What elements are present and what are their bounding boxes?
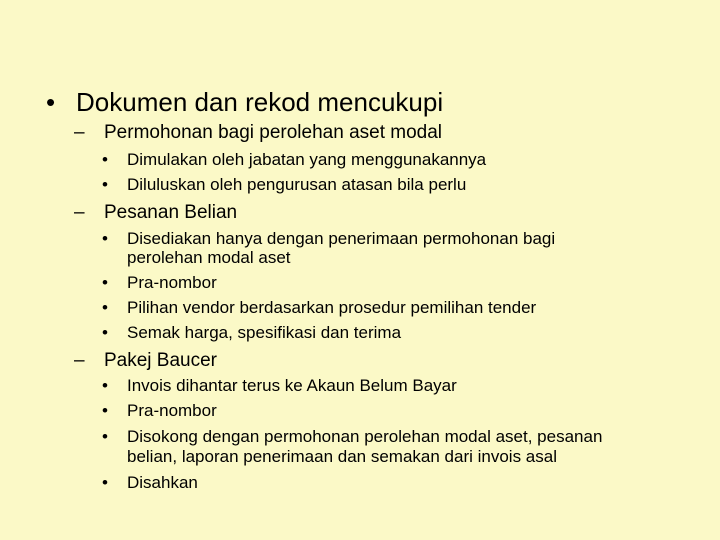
- dash-icon: –: [74, 350, 85, 371]
- list-item-text: Disediakan hanya dengan penerimaan permohonan bagi: [127, 229, 556, 248]
- list-item-text: Dimulakan oleh jabatan yang menggunakannya: [127, 150, 487, 169]
- bullet-icon: •: [102, 427, 108, 446]
- section-heading-text: Pakej Baucer: [104, 350, 218, 371]
- dash-icon: –: [74, 122, 85, 143]
- bullet-icon: •: [102, 175, 108, 194]
- list-item-text: belian, laporan penerimaan dan semakan dari invois asal: [127, 447, 557, 466]
- list-item-text: Invois dihantar terus ke Akaun Belum Bayar: [127, 376, 457, 395]
- bullet-icon: •: [102, 298, 108, 317]
- list-item-text: Disokong dengan permohonan perolehan modal aset, pesanan: [127, 427, 603, 446]
- list-item-text: Pra-nombor: [127, 273, 217, 292]
- bullet-icon: •: [102, 229, 108, 248]
- list-item-text: Disahkan: [127, 473, 198, 492]
- bullet-icon: •: [102, 376, 108, 395]
- section-heading-text: Pesanan Belian: [104, 202, 238, 223]
- section-heading-text: Permohonan bagi perolehan aset modal: [104, 122, 443, 143]
- dash-icon: –: [74, 202, 85, 223]
- list-item-text: Diluluskan oleh pengurusan atasan bila perlu: [127, 175, 467, 194]
- bullet-icon: •: [102, 150, 108, 169]
- main-bullet-text: Dokumen dan rekod mencukupi: [76, 87, 444, 117]
- list-item-text: Pilihan vendor berdasarkan prosedur pemilihan tender: [127, 298, 537, 317]
- bullet-icon: •: [102, 473, 108, 492]
- list-item-text: perolehan modal aset: [127, 248, 291, 267]
- bullet-icon: •: [46, 87, 56, 117]
- bullet-icon: •: [102, 273, 108, 292]
- bullet-icon: •: [102, 323, 108, 342]
- list-item-text: Pra-nombor: [127, 401, 217, 420]
- list-item-text: Semak harga, spesifikasi dan terima: [127, 323, 402, 342]
- bullet-icon: •: [102, 401, 108, 420]
